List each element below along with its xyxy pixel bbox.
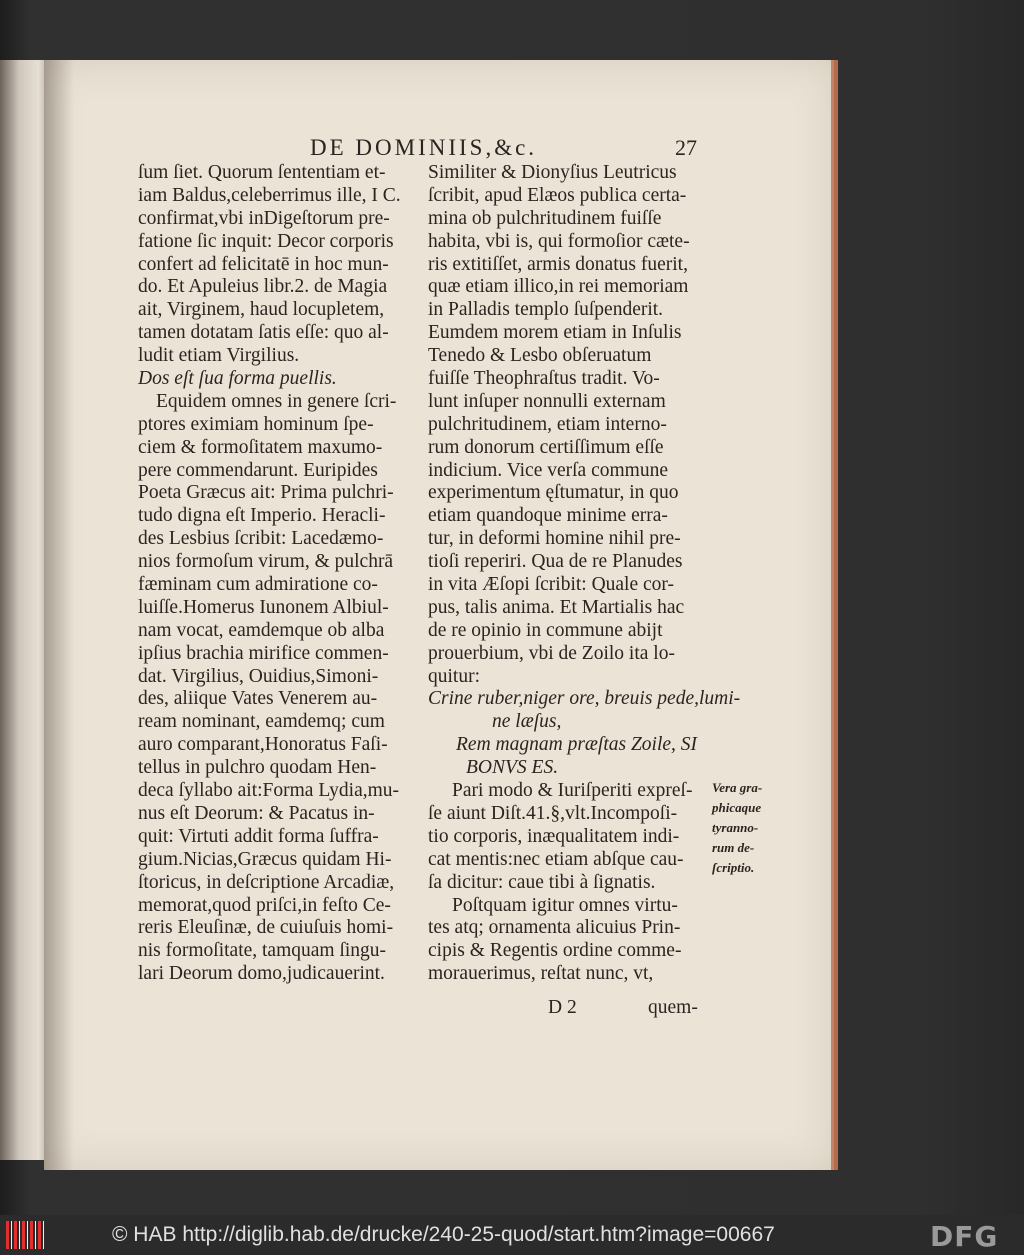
text-line: ludit etiam Virgilius. — [138, 345, 300, 367]
text-line: auro comparant,Honoratus Faſi- — [138, 734, 388, 756]
text-line: tudo digna eſt Imperio. Heracli- — [138, 505, 386, 527]
text-line: fæminam cum admiratione co- — [138, 574, 378, 596]
margin-note-line: ſcriptio. — [712, 860, 755, 875]
margin-note-line: Vera gra- — [712, 780, 763, 795]
text-line: gium.Nicias,Græcus quidam Hi- — [138, 848, 392, 870]
text-line: pere commendarunt. Euripides — [138, 459, 378, 481]
text-line: dat. Virgilius, Ouidius,Simoni- — [138, 665, 379, 687]
text-line: ris extitiſſet, armis donatus fuerit, — [428, 253, 688, 275]
previous-page-edge — [0, 60, 48, 1160]
text-line: ſcribit, apud Elæos publica certa- — [428, 184, 687, 206]
text-line: quæ etiam illico,in rei memoriam — [428, 276, 689, 298]
text-line: pulchritudinem, etiam interno- — [428, 413, 667, 435]
text-line: habita, vbi is, qui formoſior cæte- — [428, 230, 690, 252]
barcode-icon — [6, 1221, 46, 1249]
text-line: indicium. Vice verſa commune — [428, 459, 668, 481]
page-number: 27 — [675, 135, 697, 160]
text-line: de re opinio in commune abijt — [428, 619, 663, 641]
text-line: des Lesbius ſcribit: Lacedæmo- — [138, 528, 384, 550]
text-line: luiſſe.Homerus Iunonem Albiul- — [138, 596, 389, 618]
text-line: rum donorum certiſſimum eſſe — [428, 436, 664, 458]
catchword: quem- — [648, 997, 698, 1018]
text-line: memorat,quod priſci,in feſto Ce- — [138, 894, 391, 916]
text-line: ptores eximiam hominum ſpe- — [138, 413, 374, 435]
margin-note-line: phicaque — [712, 800, 762, 815]
text-line: cipis & Regentis ordine comme- — [428, 940, 682, 962]
text-line: lunt inſuper nonnulli externam — [428, 390, 666, 412]
margin-note — [712, 778, 787, 878]
text-line: deca ſyllabo ait:Forma Lydia,mu- — [138, 780, 400, 802]
text-line: tamen dotatam ſatis eſſe: quo al- — [138, 322, 389, 344]
text-line: Tenedo & Lesbo obſeruatum — [428, 345, 652, 367]
text-line: prouerbium, vbi de Zoilo ita lo- — [428, 642, 675, 664]
text-line: Equidem omnes in genere ſcri- — [156, 390, 397, 412]
text-line: in Palladis templo ſuſpenderit. — [428, 299, 664, 321]
text-line: nios formoſum virum, & pulchrā — [138, 551, 394, 573]
text-line: fatione ſic inquit: Decor corporis — [138, 230, 394, 252]
text-line: nis formoſitate, tamquam ſingu- — [138, 940, 387, 962]
footer-bar — [0, 1215, 1024, 1255]
text-line: Dos eſt ſua forma puellis. — [138, 368, 337, 390]
text-line: fuiſſe Theophraſtus tradit. Vo- — [428, 368, 660, 390]
text-line: quit: Virtuti addit forma ſuffra- — [138, 825, 379, 847]
margin-note-line: tyranno- — [712, 820, 759, 835]
dfg-logo: DFG — [930, 1220, 999, 1253]
text-line: lari Deorum domo,judicauerint. — [138, 963, 385, 985]
text-line: Poſtquam igitur omnes virtu- — [452, 894, 678, 916]
text-line: morauerimus, reſtat nunc, vt, — [428, 963, 654, 985]
copyright-url[interactable]: © HAB http://diglib.hab.de/drucke/240-25-quod/start.htm?image=00667 — [112, 1223, 775, 1246]
margin-note-line: rum de- — [712, 840, 755, 855]
text-line: iam Baldus,celeberrimus ille, I C. — [138, 184, 401, 206]
text-line: BONVS ES. — [466, 757, 559, 779]
text-line: Similiter & Dionyſius Leutricus — [428, 162, 677, 183]
text-line: nus eſt Deorum: & Pacatus in- — [138, 802, 375, 824]
text-line: etiam quandoque minime erra- — [428, 505, 668, 527]
text-line: ſe aiunt Diſt.41.§,vlt.Incompoſi- — [428, 802, 678, 824]
text-line: confirmat,vbi inDigeſtorum pre- — [138, 207, 390, 229]
text-line: ſum ſiet. Quorum ſententiam et- — [138, 162, 386, 183]
text-line: reris Eleuſinæ, de cuiuſuis homi- — [138, 917, 394, 939]
text-line: ſtoricus, in deſcriptione Arcadiæ, — [138, 871, 395, 893]
running-head: DE DOMINIIS,&c. — [310, 135, 538, 160]
text-line: pus, talis anima. Et Martialis hac — [428, 596, 685, 618]
text-line: ciem & formoſitatem maxumo- — [138, 436, 383, 458]
text-line: cat mentis:nec etiam abſque cau- — [428, 848, 684, 870]
text-line: tio corporis, inæqualitatem indi- — [428, 825, 680, 847]
left-text-column — [138, 162, 428, 986]
text-line: des, aliique Vates Venerem au- — [138, 688, 378, 710]
text-line: experimentum ęſtumatur, in quo — [428, 482, 679, 504]
signature-mark: D 2 — [548, 997, 577, 1018]
text-line: mina ob pulchritudinem fuiſſe — [428, 207, 662, 229]
text-line: confert ad felicitatē in hoc mun- — [138, 253, 389, 275]
text-line: nam vocat, eamdemque ob alba — [138, 619, 385, 641]
text-line: tes atq; ornamenta alicuius Prin- — [428, 917, 681, 939]
text-line: Pari modo & Iuriſperiti expreſ- — [452, 780, 693, 802]
text-line: tur, in deformi homine nihil pre- — [428, 528, 681, 550]
text-line: Eumdem morem etiam in Inſulis — [428, 322, 682, 344]
text-line: quitur: — [428, 665, 480, 687]
text-line: tellus in pulchro quodam Hen- — [138, 757, 377, 779]
text-line: Rem magnam præſtas Zoile, SI — [456, 734, 698, 756]
text-line: ne læſus, — [492, 711, 562, 733]
text-line: ipſius brachia mirifice commen- — [138, 642, 389, 664]
text-line: ream nominant, eamdemq; cum — [138, 711, 385, 733]
text-line: Crine ruber,niger ore, breuis pede,lumi- — [428, 688, 741, 710]
text-line: ait, Virginem, haud locupletem, — [138, 299, 385, 321]
text-line: ſa dicitur: caue tibi à ſignatis. — [428, 871, 656, 893]
text-line: tioſi reperiri. Qua de re Planudes — [428, 551, 683, 573]
text-line: do. Et Apuleius libr.2. de Magia — [138, 276, 388, 298]
text-line: Poeta Græcus ait: Prima pulchri- — [138, 482, 394, 504]
text-line: in vita Æſopi ſcribit: Quale cor- — [428, 574, 675, 596]
